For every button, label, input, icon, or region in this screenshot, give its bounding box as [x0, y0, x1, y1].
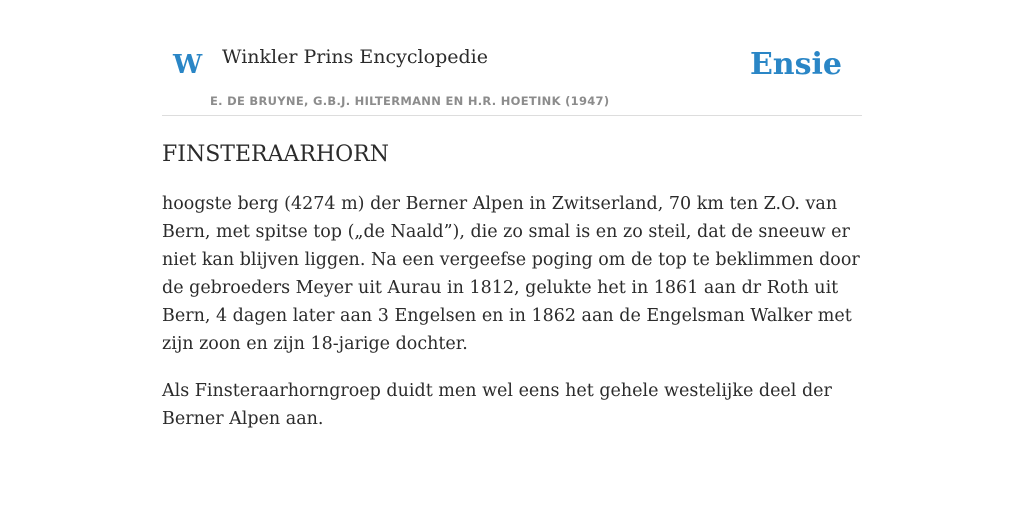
entry-paragraph: hoogste berg (4274 m) der Berner Alpen in Zwitserland, 70 km ten Z.O. van Bern, met spitse top („de Naald”), die zo smal is en zo steil, dat de sneeuw er niet kan blijven liggen. Na een vergeefse poging om de top te beklimmen door de gebroeders Meyer uit Aurau in 1812, gelukte het in 1861 aan dr Roth uit Bern, 4 dagen later aan 3 Engelsen en in 1862 aan de Engelsman Walker met zijn zoon en zijn 18-jarige dochter. [162, 194, 860, 355]
source-authors: E. DE BRUYNE, G.B.J. HILTERMANN EN H.R. HOETINK (1947) [210, 94, 610, 108]
header [162, 0, 862, 116]
encyclopedia-logo[interactable]: W [173, 50, 203, 80]
source-title-link[interactable]: Winkler Prins Encyclopedie [222, 46, 488, 68]
ensie-logo-link[interactable]: Ensie [749, 47, 842, 82]
page [162, 0, 862, 433]
entry-paragraph: Als Finsteraarhorngroep duidt men wel eens het gehele westelijke deel der Berner Alpen aan. [162, 381, 832, 430]
entry-title: FINSTERAARHORN [162, 142, 389, 167]
